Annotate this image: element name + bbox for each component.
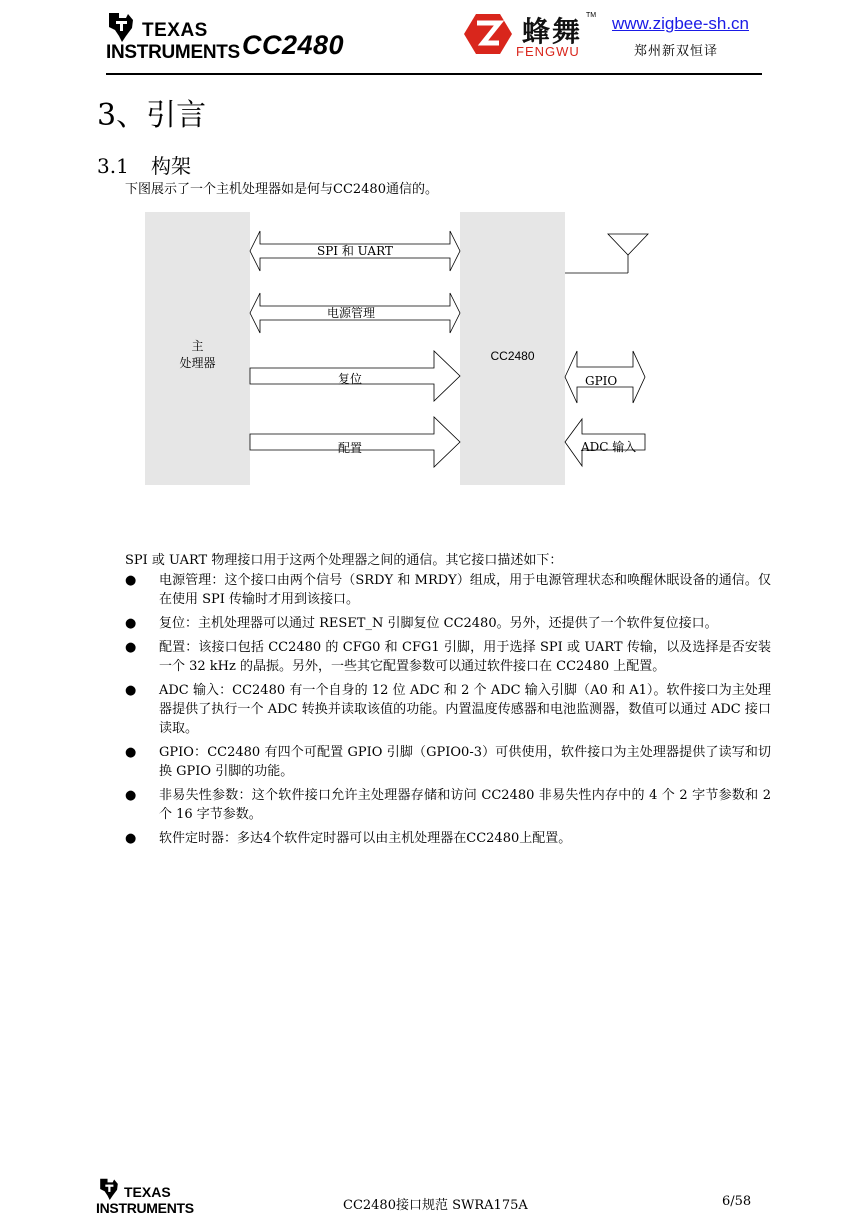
host-processor-label: 主 处理器	[179, 339, 216, 370]
footer-ti-line1: TEXAS	[124, 1184, 171, 1200]
product-title: CC2480	[242, 30, 345, 60]
list-item: ● 复位：主机处理器可以通过 RESET_N 引脚复位 CC2480。另外，还提供了一个软件复位接口。	[125, 616, 718, 631]
list-item: ● 非易失性参数：这个软件接口允许主处理器存储和访问 CC2480 非易失性内存中的 4 个 2 字节参数和 2 个 16 字节参数。	[125, 788, 771, 822]
antenna-icon	[608, 234, 648, 255]
fengwu-en-name: FENGWU	[516, 44, 580, 59]
site-url-link[interactable]: www.zigbee-sh.cn	[612, 14, 750, 33]
ti-texas-state-icon	[106, 10, 136, 44]
ti-logo-line2: INSTRUMENTS	[106, 42, 240, 63]
footer-doc-title: CC2480接口规范 SWRA175A	[343, 1198, 528, 1213]
section-heading	[97, 150, 191, 179]
fengwu-logo	[462, 10, 602, 62]
ti-texas-state-icon	[98, 1176, 120, 1202]
list-item: ● ADC 输入：CC2480 有一个自身的 12 位 ADC 和 2 个 ADC 输入引脚（A0 和 A1）。软件接口为主处理器提供了执行一个 ADC 转换并读取该值的功能。内置温度传感器和电池监测器，数值可以通过 ADC 接口读取。	[125, 683, 771, 736]
list-item: ● GPIO：CC2480 有四个可配置 GPIO 引脚（GPIO0-3）可供使用，软件接口为主处理器提供了读写和切换 GPIO 引脚的功能。	[125, 745, 771, 779]
site-subtitle: 郑州新双恒译	[634, 44, 719, 59]
gpio-label: GPIO	[585, 374, 618, 388]
trademark: TM	[586, 12, 597, 19]
chapter-heading: 3、引言	[97, 98, 207, 133]
cc2480-label: CC2480	[490, 349, 535, 363]
power-label: 电源管理	[327, 306, 376, 320]
footer-ti-logo	[96, 1176, 206, 1216]
footer-ti-line2: INSTRUMENTS	[96, 1200, 194, 1216]
section-title: 构架	[151, 154, 191, 178]
adc-label: ADC 输入	[581, 440, 637, 454]
section-number: 3.1	[97, 154, 129, 178]
interface-paragraph: SPI 或 UART 物理接口用于这两个处理器之间的通信。其它接口描述如下：	[125, 553, 563, 568]
architecture-diagram	[140, 205, 660, 495]
spi-uart-label: SPI 和 UART	[317, 244, 393, 258]
intro-text: 下图展示了一个主机处理器如是何与CC2480通信的。	[125, 182, 438, 197]
fengwu-z-icon	[462, 12, 514, 56]
list-item: ● 配置：该接口包括 CC2480 的 CFG0 和 CFG1 引脚，用于选择 SPI 或 UART 传输，以及选择是否安装一个 32 kHz 的晶振。另外，一些其它配置参数可以通过软件接口在 CC2480 上配置。	[125, 640, 771, 674]
page-number: 6/58	[722, 1194, 752, 1209]
reset-label: 复位	[338, 372, 363, 386]
list-item: ● 电源管理：这个接口由两个信号（SRDY 和 MRDY）组成，用于电源管理状态和唤醒休眠设备的通信。仅在使用 SPI 传输时才用到该接口。	[125, 573, 771, 607]
header-rule	[106, 73, 762, 75]
interface-list	[125, 571, 771, 853]
fengwu-cn-name: 蜂舞	[522, 15, 583, 48]
list-item: ● 软件定时器：多达4个软件定时器可以由主机处理器在CC2480上配置。	[125, 831, 572, 846]
config-label: 配置	[338, 441, 363, 455]
ti-logo-line1: TEXAS	[142, 20, 208, 41]
ti-logo	[106, 8, 246, 64]
